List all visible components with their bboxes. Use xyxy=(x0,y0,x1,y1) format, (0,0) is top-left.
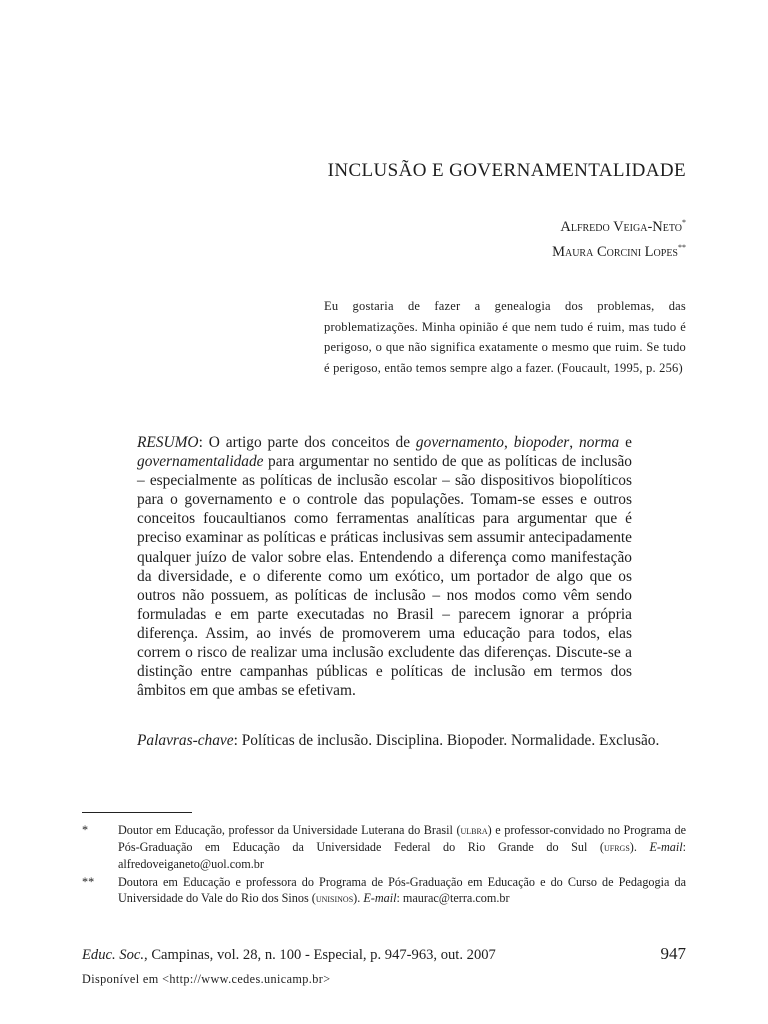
author-2 xyxy=(0,243,686,261)
footnote-1-abbr: ulbra xyxy=(460,825,488,837)
footnote-2-part-a: Doutora em Educação e professora do Programa de Pós-Graduação em Educação e do Curso de Pedagogia da Universidade do Vale do Rio dos Sinos ( xyxy=(118,875,686,905)
keywords xyxy=(137,731,733,750)
author-1 xyxy=(0,218,686,236)
footnote-1-email[interactable]: : alfredoveiganeto@uol.com.br xyxy=(118,840,687,871)
footnote-1-part-a: Doutor em Educação, professor da Universidade Luterana do Brasil ( xyxy=(118,823,461,837)
citation-details: , Campinas, vol. 28, n. 100 - Especial, p. 947-963, out. 2007 xyxy=(144,947,496,963)
abstract-label: RESUMO xyxy=(137,434,199,451)
abstract-keyword-4: governamentalidade xyxy=(137,453,264,471)
abstract xyxy=(137,433,632,700)
availability-line[interactable]: Disponível em <http://www.cedes.unicamp.br> xyxy=(82,972,331,986)
abstract-text-5: para argumentar no sentido de que as políticas de inclusão – especialmente as políticas de inclusão escolar – são dispositivos biopolíticos para o governamento e o controle das populações. Tomam-se esses e outros conceitos foucaultianos como ferramentas analíticas para argumentar que é preciso examinar as políticas e práticas inclusivas sem assumir antecipadamente qualquer juízo de valor sobre elas. Entendendo a diferença como manifestação da diversidade, e o diferente como um exótico, um portador de algo que os outros não possuem, as políticas de inclusão – nos modos como vêm sendo formuladas e em parte executadas no Brasil – parecem ignorar a própria diferença. Assim, ao invés de promoverem uma educação para todos, elas correm o risco de realizar uma inclusão excludente das diferenças. Discute-se a distinção entre campanhas públicas e políticas de inclusão em termos dos âmbitos em que ambas se efetivam. xyxy=(137,453,632,700)
footnote-1-part-b: ) e professor-convidado no Programa de Pós-Graduação em Educação da Universidade Federal do Rio Grande do Sul ( xyxy=(118,823,686,854)
abstract-keyword-3: norma xyxy=(579,434,620,451)
footnote-2-email-label: E-mail xyxy=(363,891,397,905)
abstract-text-1: : O artigo parte dos conceitos de xyxy=(198,434,416,451)
paper-title: INCLUSÃO E GOVERNAMENTALIDADE xyxy=(327,160,686,181)
footnote-1-email-label: E-mail xyxy=(649,840,683,854)
journal-name: Educ. Soc. xyxy=(82,947,145,963)
abstract-keyword-2: biopoder xyxy=(513,434,570,451)
abstract-text-2: , xyxy=(503,434,514,451)
abstract-keyword-1: governamento xyxy=(415,434,504,451)
footnote-2-email[interactable]: : maurac@terra.com.br xyxy=(396,891,510,905)
epigraph: Eu gostaria de fazer a genealogia dos problemas, das problematizações. Minha opinião é que nem tudo é ruim, mas tudo é perigoso, o que não significa exatamente o mesmo que ruim. Se tudo é perigoso, então temos sempre algo a fazer. (Foucault, 1995, p. 256) xyxy=(324,299,686,375)
footnote-2 xyxy=(82,874,686,907)
journal-citation xyxy=(82,947,496,964)
footnote-2-abbr: unisinos xyxy=(315,893,354,905)
footnote-1-abbr-2: ufrgs xyxy=(603,842,630,854)
author-1-name: Alfredo Veiga-Neto xyxy=(560,219,682,235)
footnote-1 xyxy=(82,822,686,872)
page-number: 947 xyxy=(660,944,686,963)
abstract-text-3: , xyxy=(569,434,580,451)
footnote-1-mark: * xyxy=(82,823,89,837)
footnote-1-text xyxy=(118,822,686,872)
author-1-mark: * xyxy=(682,218,686,227)
keywords-text: : Políticas de inclusão. Disciplina. Biopoder. Normalidade. Exclusão. xyxy=(233,732,660,749)
footnote-2-part-c: ). xyxy=(353,891,364,905)
footnote-rule xyxy=(82,812,192,813)
footnote-1-part-c: ). xyxy=(629,840,650,854)
keywords-label: Palavras-chave xyxy=(137,732,234,749)
abstract-text-4: e xyxy=(619,434,632,451)
author-2-mark: ** xyxy=(678,243,686,252)
author-2-name: Maura Corcini Lopes xyxy=(552,244,678,260)
footnote-2-text xyxy=(118,874,686,907)
footnote-2-mark: ** xyxy=(82,875,95,889)
